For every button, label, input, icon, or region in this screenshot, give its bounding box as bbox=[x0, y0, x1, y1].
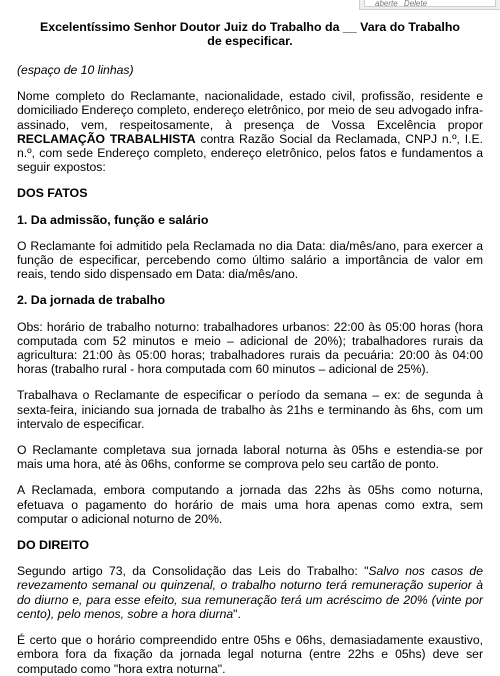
night-work-note: Obs: horário de trabalho noturno: trabalhadores urbanos: 22:00 às 05:00 horas (hora computada com 52 minutos e meio – adicional de 20%); trabalhadores rurais da agricultura: 21:00 às 05:00 horas; trabalhadores rurais da pecuária: 20:00 às 04:00 horas (trabalho rural - hora computada com 60 minutos – adicional de 25%). bbox=[17, 319, 483, 377]
article-73-quote: Salvo nos casos de revezamento semanal ou quinzenal, o trabalho noturno terá remuneração superior à do diurno e, para esse efeito, sua remuneração terá um acréscimo de 20% (vinte por cento), pelo menos, sobre a hora diurna bbox=[17, 564, 483, 621]
workweek-paragraph: Trabalhava o Reclamante de especificar o período da semana – ex: de segunda à sexta-feira, iniciando sua jornada de trabalho às 21hs e terminando às 6hs, com um intervalo de especificar. bbox=[17, 388, 483, 431]
subsection-1-paragraph: O Reclamante foi admitido pela Reclamada no dia Data: dia/mês/ano, para exercer a função de especificar, percebendo como último salário a importância de valor em reais, tendo sido dispensado em Data: dia/mês/ano. bbox=[17, 238, 483, 282]
intro-paragraph bbox=[17, 89, 483, 174]
payment-paragraph: A Reclamada, embora computando a jornada das 22hs às 05hs como noturna, efetuava o pagamento do horário de mais uma hora apenas como extra, sem computar o adicional noturno de 20%. bbox=[17, 483, 483, 526]
section-law-heading: DO DIREITO bbox=[17, 538, 90, 553]
overtime-paragraph: É certo que o horário compreendido entre 05hs e 06hs, demasiadamente exaustivo, embora fora da fixação da jornada legal noturna (entre 22hs e 05hs) deve ser computado como "hora extra noturna". bbox=[17, 633, 483, 676]
toolbar-item-delete[interactable]: Delete bbox=[403, 0, 428, 8]
title-line-1: Excelentíssimo Senhor Doutor Juiz do Trabalho da __ Vara do Trabalho bbox=[39, 20, 460, 34]
subsection-1-heading: 1. Da admissão, função e salário bbox=[17, 212, 209, 227]
article-73-prefix: Segundo artigo 73, da Consolidação das Leis do Trabalho: " bbox=[17, 564, 369, 579]
intro-text-2: contra Razão Social da Reclamada, CNPJ n.º, I.E. n.º, com sede Endereço completo, endereço eletrônico, pelos fatos e fundamentos a seguir expostos: bbox=[17, 131, 483, 175]
document-page bbox=[17, 0, 483, 676]
toolbar-item-aberte[interactable]: aberte bbox=[375, 0, 398, 8]
section-facts-heading: DOS FATOS bbox=[17, 186, 88, 201]
extended-hours-paragraph: O Reclamante completava sua jornada laboral noturna às 05hs e estendia-se por mais uma hora, até às 06hs, conforme se comprova pelo seu cartão de ponto. bbox=[17, 443, 483, 472]
document-title bbox=[17, 20, 483, 48]
action-name: RECLAMAÇÃO TRABALHISTA bbox=[17, 131, 196, 146]
subsection-2-heading: 2. Da jornada de trabalho bbox=[17, 293, 166, 308]
article-73-suffix: ". bbox=[233, 606, 241, 621]
intro-text-1: Nome completo do Reclamante, nacionalidade, estado civil, profissão, residente e domiciliado Endereço completo, endereço eletrônico, por meio de seu advogado infra-assinado, vem, respeitosamente, à presença de Vossa Excelência propor bbox=[17, 89, 483, 132]
spacing-note: (espaço de 10 linhas) bbox=[17, 63, 134, 77]
article-73-paragraph bbox=[17, 564, 483, 621]
title-line-2: de especificar. bbox=[207, 34, 293, 48]
